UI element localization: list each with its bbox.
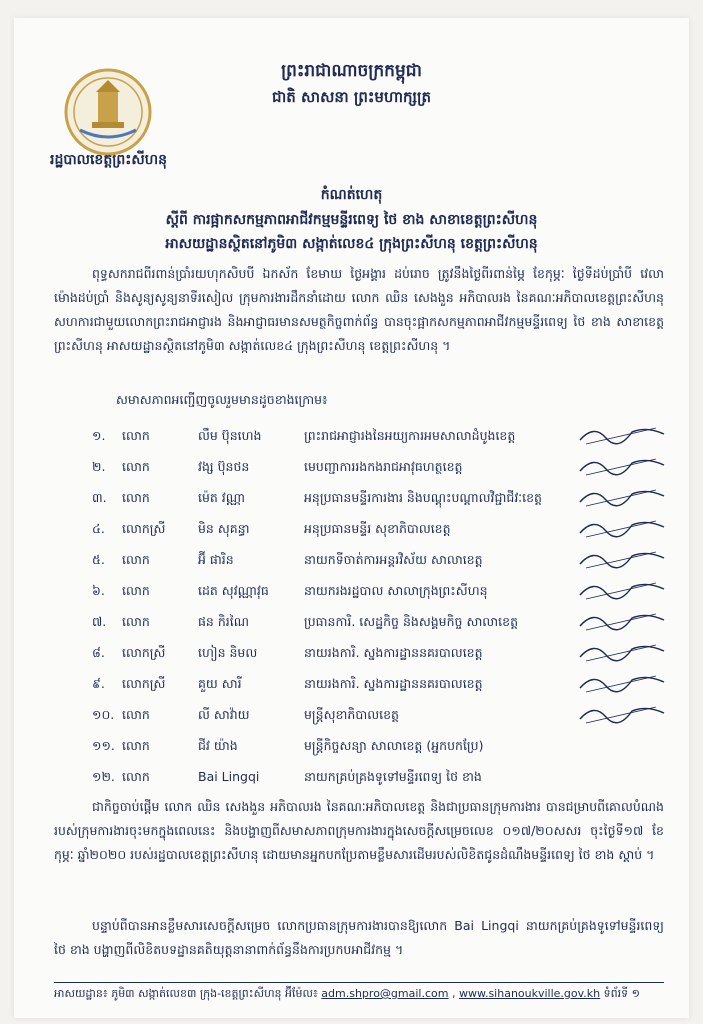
attendee-title: លោក: [122, 738, 150, 753]
attendee-number: ៧.: [92, 614, 107, 629]
attendee-row: [92, 761, 652, 792]
signature-mark: [576, 482, 668, 510]
attendee-row: [92, 699, 652, 730]
attendee-title: លោក: [122, 552, 150, 567]
attendee-number: ១.: [92, 428, 106, 443]
attendee-title: លោក: [122, 707, 150, 722]
kingdom-heading: ព្រះរាជាណាចក្រកម្ពុជា: [281, 61, 422, 81]
signature-mark: [576, 420, 668, 448]
attendee-position: អនុប្រធានមន្ទីរការងារ និងបណ្តុះបណ្តាលវិជ្ជាជីវៈខេត្ត: [304, 490, 542, 505]
attendee-title: លោក: [122, 769, 150, 784]
attendee-row: [92, 420, 652, 451]
attendee-name: វង្ស ប៊ុនថន: [198, 459, 250, 474]
subject-line-2: អាសយដ្ឋានស្ថិតនៅភូមិ៣ សង្កាត់លេខ៤ ក្រុងព្រះសីហនុ ខេត្តព្រះសីហនុ: [165, 236, 538, 252]
attendee-position: ព្រះរាជអាជ្ញារងនៃអយ្យការអមសាលាដំបូងខេត្ត: [304, 428, 516, 443]
attendee-number: ៦.: [92, 583, 105, 598]
footer-page-number: ទំព័រទី ១: [603, 987, 640, 1000]
attendee-number: ២.: [92, 459, 106, 474]
attendee-number: ៨.: [92, 645, 105, 660]
attendee-position: មន្ត្រីកិច្ចសន្យា សាលាខេត្ត (អ្នកបកប្រែ): [304, 738, 484, 753]
attendee-name: លឹម ប៊ុនហេង: [198, 428, 262, 443]
second-paragraph: ជាកិច្ចចាប់ផ្តើម លោក ឈិន សេងងួន អភិបាលរង នៃគណៈអភិបាលខេត្ត និងជាប្រធានក្រុមការងារ បានជម្រាបពីគោលបំណងរបស់ក្រុមការងារចុះមកក្នុងពេលនេះ និងបង្ហាញពីសមាសភាពក្រុមការងារក្នុងសេចក្តីសម្រេចលេខ ០១៧/២០សសរ ចុះថ្ងៃទី១៧ ខែកុម្ភៈ ឆ្នាំ២០២០ របស់រដ្ឋបាលខេត្តព្រះសីហនុ ដោយមានអ្នកបកប្រែតាមខ្លឹមសារដើមរបស់លិខិតជូនដំណឹងមន្ទីរពេទ្យ ថៃ ខាង ស្តាប់ ។: [54, 799, 664, 862]
attendee-row: [92, 668, 652, 699]
attendee-position: ប្រធានការិ. សេដ្ឋកិច្ច និងសង្គមកិច្ច សាលាខេត្ត: [304, 614, 519, 629]
attendee-title: លោកស្រី: [122, 645, 166, 660]
attendee-row: [92, 637, 652, 668]
footer-separator: ,: [448, 987, 459, 1000]
motto-heading: ជាតិ សាសនា ព្រះមហាក្សត្រ: [272, 88, 431, 106]
attendee-number: ១០.: [92, 707, 115, 722]
attendee-number: ៣.: [92, 490, 107, 505]
attendee-name: Bai Lingqi: [198, 769, 260, 784]
footer-address: អាសយដ្ឋាន៖ ភូមិ៣ សង្កាត់លេខ៣ ក្រុង-ខេត្តព្រះសីហនុ អ៊ីម៉ែល៖: [54, 987, 318, 1000]
document-title: កំណត់ហេតុ: [320, 187, 383, 203]
signature-mark: [576, 606, 668, 634]
signature-mark: [576, 699, 668, 727]
signature-mark: [576, 513, 668, 541]
attendee-name: ដេត សុវណ្ណាវុធ: [198, 583, 269, 598]
attendee-position: នាយកគ្រប់គ្រងទូទៅមន្ទីរពេទ្យ ថៃ ខាង: [304, 769, 482, 784]
attendee-name: ហៀន និមល: [198, 645, 258, 660]
attendee-row: [92, 730, 652, 761]
footer-email-link[interactable]: adm.shpro@gmail.com: [321, 987, 449, 1000]
attendee-position: នាយករងរដ្ឋបាល សាលាក្រុងព្រះសីហនុ: [304, 583, 488, 598]
attendee-row: [92, 482, 652, 513]
attendee-position: អនុប្រធានមន្ទីរ សុខាភិបាលខេត្ត: [304, 521, 451, 536]
attendee-title: លោកស្រី: [122, 521, 166, 536]
attendee-name: ផន កិរណៃ: [198, 614, 249, 629]
attendee-position: មេបញ្ជាការរងកងរាជអាវុធហត្ថខេត្ត: [304, 459, 463, 474]
attendee-row: [92, 544, 652, 575]
subject-line-1: ស្តីពី ការផ្អាកសកម្មភាពអាជីវកម្មមន្ទីរពេទ្យ ថៃ ខាង សាខាខេត្តព្រះសីហនុ: [165, 212, 538, 228]
signature-mark: [576, 544, 668, 572]
attendee-row: [92, 513, 652, 544]
attendee-list: [92, 420, 652, 792]
provincial-administration-label: រដ្ឋបាលខេត្តព្រះសីហនុ: [50, 152, 167, 168]
attendee-title: លោក: [122, 459, 150, 474]
attendee-name: ម៉េត វណ្ណា: [198, 490, 246, 505]
attendees-intro: សមាសភាពអញ្ជើញចូលរួមមានដូចខាងក្រោម៖: [116, 392, 328, 407]
attendee-name: អ៊ី ផារិន: [198, 552, 234, 567]
attendee-row: [92, 575, 652, 606]
attendee-row: [92, 606, 652, 637]
attendee-number: ១១.: [92, 738, 115, 753]
attendee-position: នាយរងការិ. ស្នងការដ្ឋាននគរបាលខេត្ត: [304, 645, 483, 660]
attendee-name: ជីវ យ៉ាង: [198, 738, 238, 753]
attendee-name: គួយ សារី: [198, 676, 242, 691]
document-subject: [40, 208, 663, 256]
attendee-number: ៤.: [92, 521, 105, 536]
attendee-title: លោក: [122, 583, 150, 598]
signature-mark: [576, 575, 668, 603]
attendee-title: លោក: [122, 428, 150, 443]
attendee-title: លោកស្រី: [122, 676, 166, 691]
signature-mark: [576, 637, 668, 665]
signature-mark: [576, 668, 668, 696]
attendee-number: ១២.: [92, 769, 115, 784]
attendee-name: មិន សុគន្ធា: [198, 521, 250, 536]
attendee-position: នាយកទីចាត់ការអន្តរវិស័យ សាលាខេត្ត: [304, 552, 483, 567]
attendee-name: លី សាវ៉ាយ: [198, 707, 250, 722]
province-seal-icon: [62, 66, 154, 158]
third-paragraph: បន្ទាប់ពីបានអានខ្លឹមសារសេចក្តីសម្រេច លោកប្រធានក្រុមការងារបានឱ្យលោក Bai Lingqi នាយកគ្រប់គ្រងទូទៅមន្ទីរពេទ្យ ថៃ ខាង បង្ហាញពីលិខិតបទដ្ឋានគតិយុត្តនានាពាក់ព័ន្ធនឹងការប្រកបអាជីវកម្ម ។: [54, 918, 664, 957]
signature-mark: [576, 451, 668, 479]
attendee-row: [92, 451, 652, 482]
attendee-number: ៩.: [92, 676, 105, 691]
attendee-number: ៥.: [92, 552, 105, 567]
opening-paragraph: ពុទ្ធសករាជពីរពាន់ប្រាំរយហុកសិបបី ឯកស័ក ខែមាឃ ថ្ងៃអង្គារ ដប់រោច ត្រូវនឹងថ្ងៃពីរពាន់ម្ភៃ ខែកុម្ភៈ ថ្ងៃទីដប់ប្រាំបី វេលាម៉ោងដប់ប្រាំ និងសូន្យសូន្យនាទីរសៀល ក្រុមការងារដឹកនាំដោយ លោក ឈិន សេងងួន អភិបាលរង នៃគណៈអភិបាលខេត្តព្រះសីហនុ សហការជាមួយលោកព្រះរាជអាជ្ញារង និងអាជ្ញាធរមានសមត្ថកិច្ចពាក់ព័ន្ធ បានចុះផ្អាកសកម្មភាពអាជីវកម្មមន្ទីរពេទ្យ ថៃ ខាង សាខាខេត្តព្រះសីហនុ អាសយដ្ឋានស្ថិតនៅភូមិ៣ សង្កាត់លេខ៤ ក្រុងព្រះសីហនុ ខេត្តព្រះសីហនុ ។: [54, 266, 664, 353]
page-footer: [54, 982, 664, 1003]
attendee-position: នាយរងការិ. ស្នងការដ្ឋាននគរបាលខេត្ត: [304, 676, 483, 691]
attendee-title: លោក: [122, 614, 150, 629]
attendee-position: មន្ត្រីសុខាភិបាលខេត្ត: [304, 707, 399, 722]
footer-website-link[interactable]: www.sihanoukville.gov.kh: [458, 987, 601, 1000]
attendee-title: លោក: [122, 490, 150, 505]
